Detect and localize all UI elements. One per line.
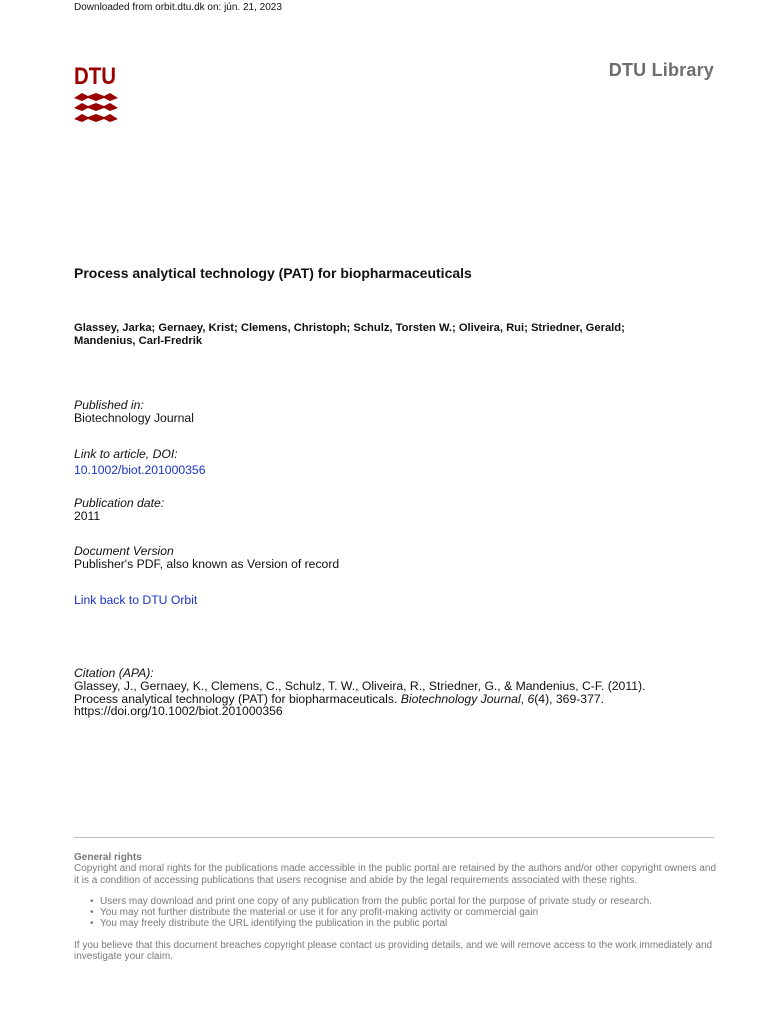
published-in-value: Biotechnology Journal [74,411,194,425]
citation-separator: , [520,691,528,706]
authors [74,322,719,347]
citation-issue-pages: (4), 369-377. [534,691,605,706]
citation-section [74,667,724,718]
authors-line-2: Mandenius, Carl-Fredrik [74,334,203,347]
rights-contact: If you believe that this document breaches copyright please contact us providing details, and we will remove access to the work immediately and investigate your claim. [74,939,713,963]
doi-link[interactable]: 10.1002/biot.201000356 [74,463,206,477]
rights-list [74,896,719,930]
document-version-value: Publisher's PDF, also known as Version of record [74,557,340,571]
dtu-logo-text: DTU [74,63,116,90]
citation-volume: 6 [527,691,535,706]
published-in-section [74,399,194,425]
citation-label: Citation (APA): [74,666,154,680]
download-note: Downloaded from orbit.dtu.dk on: jún. 21, 2023 [74,2,282,13]
citation-line-1: Glassey, J., Gernaey, K., Clemens, C., Schulz, T. W., Oliveira, R., Striedner, G., & Mandenius, C-F. (2011). [74,679,646,693]
citation-journal: Biotechnology Journal [400,691,521,706]
rights-list-item: • Users may download and print one copy of any publication from the public portal for the purpose of private study or research. [100,896,719,907]
general-rights-section [74,852,719,962]
rights-list-item: • You may not further distribute the material or use it for any profit-making activity or commercial gain [100,907,719,918]
general-rights-paragraph: Copyright and moral rights for the publications made accessible in the public portal are retained by the authors and/or other copyright owners and it is a condition of accessing publications that users recognise and abide by the legal requirements associated with these rights. [74,863,717,886]
publication-date-section [74,497,164,523]
citation-url: https://doi.org/10.1002/biot.201000356 [74,704,283,718]
citation-title-text: Process analytical technology (PAT) for biopharmaceuticals. [74,691,401,706]
dtu-library-label: DTU Library [608,60,714,80]
document-version-label: Document Version [74,544,174,558]
doi-section [74,448,205,479]
general-rights-title: General rights [74,852,142,863]
rights-list-item: • You may freely distribute the URL identifying the publication in the public portal [100,918,719,929]
published-in-label: Published in: [74,398,144,412]
divider [74,837,714,838]
dtu-logo [74,62,118,124]
document-title: Process analytical technology (PAT) for biopharmaceuticals [74,265,472,281]
document-version-section [74,545,339,571]
doi-label: Link to article, DOI: [74,447,178,461]
publication-date-label: Publication date: [74,496,165,510]
authors-line-1: Glassey, Jarka; Gernaey, Krist; Clemens, Christoph; Schulz, Torsten W.; Oliveira, Rui; Striedner, Gerald; [74,322,625,334]
orbit-link[interactable]: Link back to DTU Orbit [74,593,198,607]
publication-date-value: 2011 [74,509,101,523]
